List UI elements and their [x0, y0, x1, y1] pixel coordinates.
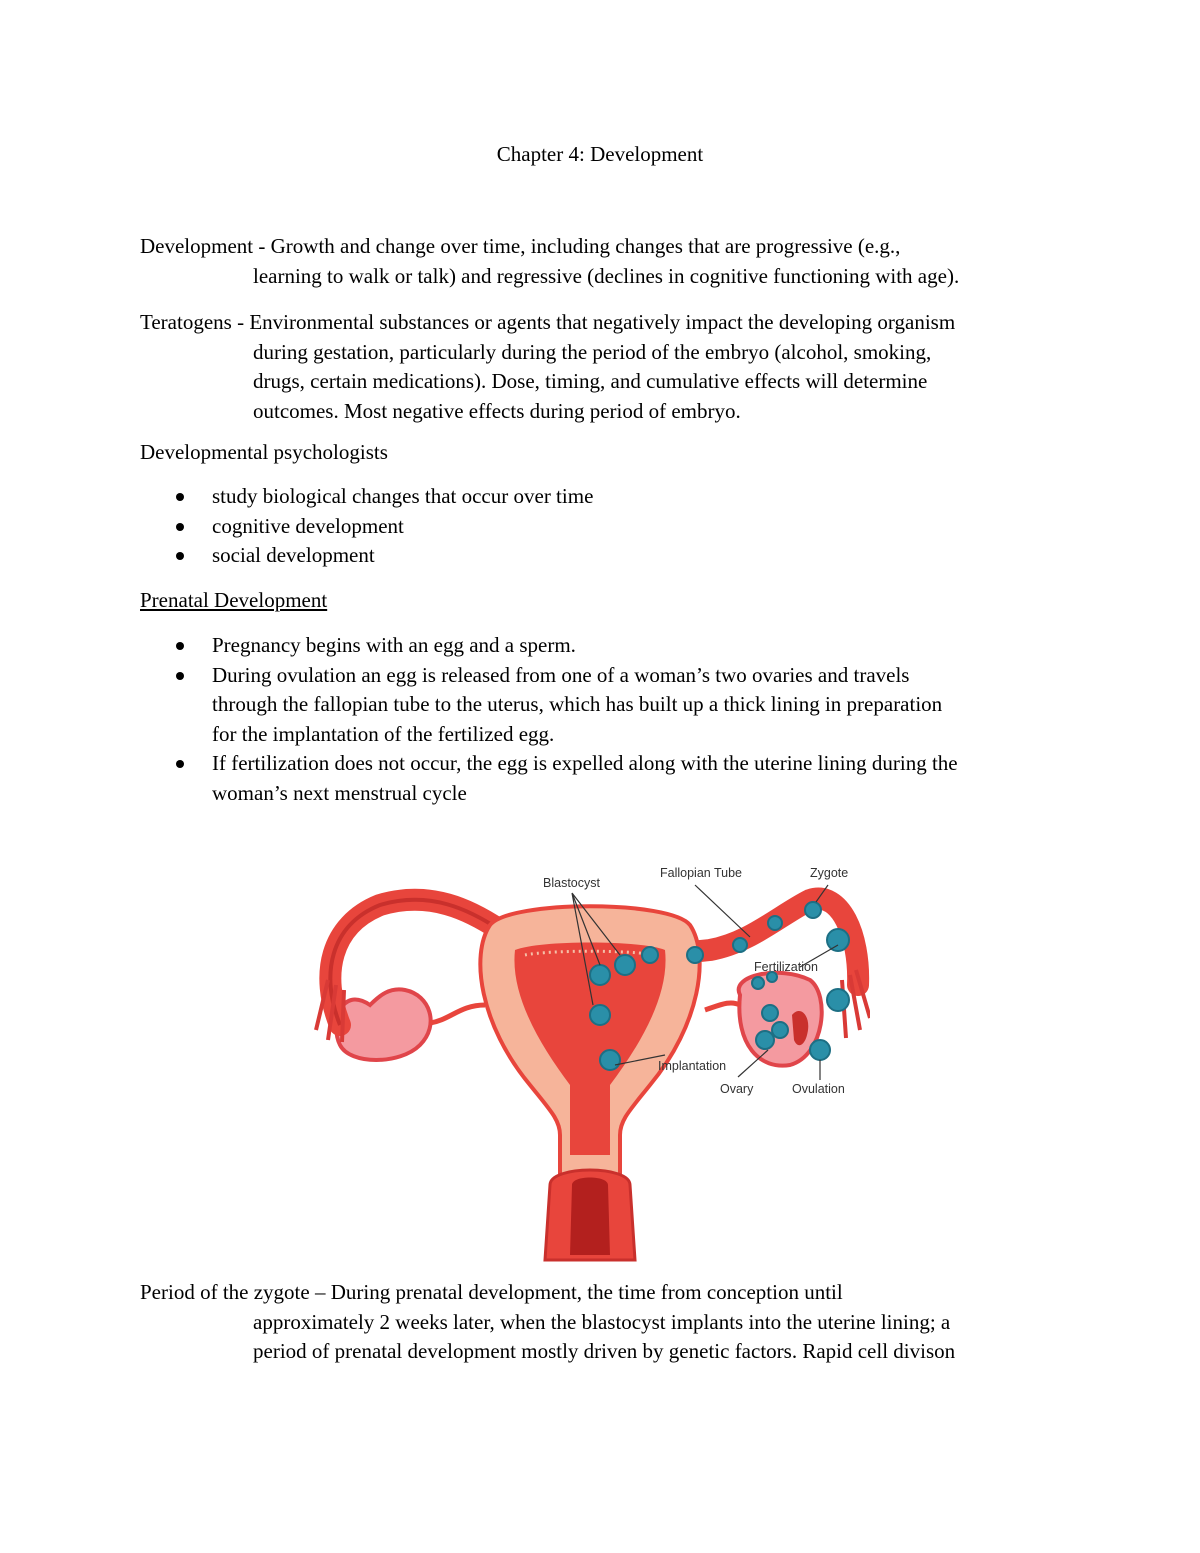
definition-body: learning to walk or talk) and regressive (declines in cognitive functioning with age).	[253, 263, 960, 288]
list-item: social development	[140, 541, 1070, 571]
bullet-icon	[176, 493, 184, 501]
bullet-icon	[176, 672, 184, 680]
definition-term: Development - Growth and change over time, including changes that are progressive (e.g.,	[140, 234, 901, 258]
list-item: If fertilization does not occur, the egg is expelled along with the uterine lining during the woman’s next menstrual cycle	[140, 749, 1070, 808]
definition-teratogens	[140, 308, 1070, 426]
uterus	[480, 906, 699, 1260]
label-fallopian-tube: Fallopian Tube	[660, 866, 743, 880]
definition-body-line: period of prenatal development mostly driven by genetic factors. Rapid cell divison	[253, 1339, 956, 1363]
label-ovulation: Ovulation	[792, 1082, 845, 1096]
left-ovary	[336, 989, 485, 1060]
label-implantation: Implantation	[658, 1059, 727, 1073]
list-item: Pregnancy begins with an egg and a sperm.	[140, 631, 1070, 661]
label-zygote: Zygote	[810, 866, 849, 880]
page-title: Chapter 4: Development	[496, 142, 704, 166]
dev-psych-list	[140, 482, 1070, 571]
section-heading-prenatal: Prenatal Development	[140, 588, 328, 612]
bullet-icon	[176, 642, 184, 650]
label-ovary: Ovary	[720, 1082, 754, 1096]
definition-body-line: approximately 2 weeks later, when the blastocyst implants into the uterine lining; a	[253, 1309, 951, 1334]
label-blastocyst: Blastocyst	[543, 876, 600, 890]
list-item: cognitive development	[140, 512, 1070, 542]
definition-body-line: drugs, certain medications). Dose, timing, and cumulative effects will determine	[253, 369, 928, 393]
bullet-icon	[176, 552, 184, 560]
list-item: During ovulation an egg is released from one of a woman’s two ovaries and travels through the fallopian tube to the uterus, which has built up a thick lining in preparation for the implantation of the fertilized egg.	[140, 661, 1070, 750]
prenatal-list	[140, 631, 1070, 808]
label-fertilization: Fertilization	[754, 960, 818, 974]
section-heading-dev-psych: Developmental psychologists	[140, 440, 388, 464]
reproductive-system-diagram	[310, 855, 870, 1265]
diagram-svg	[310, 855, 870, 1265]
definition-zygote-period	[140, 1278, 1070, 1367]
definition-body-line: during gestation, particularly during the period of the embryo (alcohol, smoking,	[253, 339, 932, 364]
definition-term: Teratogens - Environmental substances or agents that negatively impact the developing organism	[140, 310, 956, 334]
definition-body-line: outcomes. Most negative effects during period of embryo.	[253, 398, 741, 423]
bullet-icon	[176, 523, 184, 531]
definition-development	[140, 232, 1070, 291]
list-item: study biological changes that occur over time	[140, 482, 1070, 512]
definition-term: Period of the zygote – During prenatal development, the time from conception until	[140, 1280, 843, 1304]
bullet-icon	[176, 760, 184, 768]
